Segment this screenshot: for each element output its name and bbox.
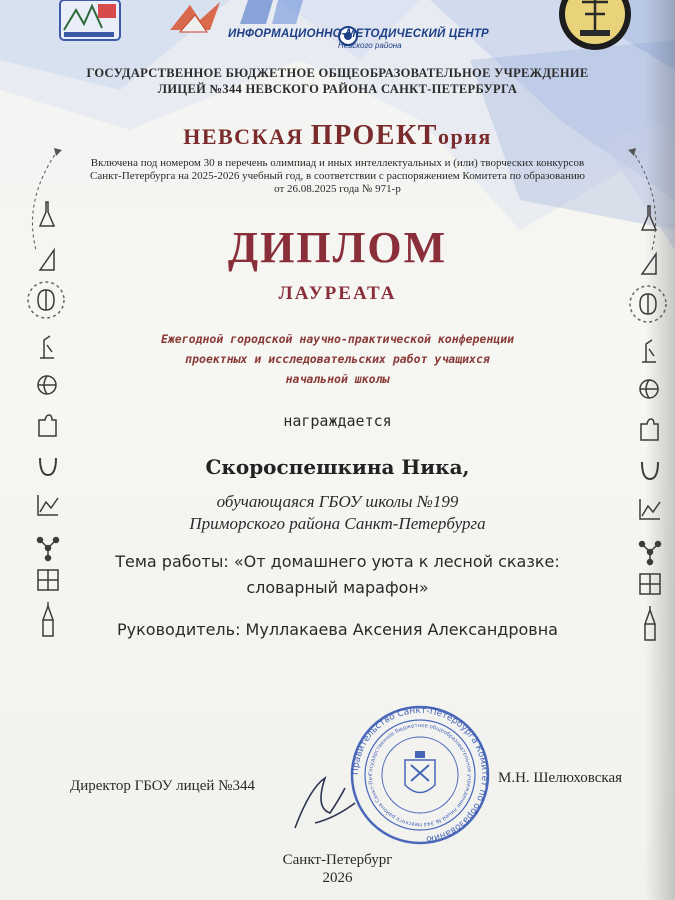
ruler-triangle-icon — [40, 250, 54, 270]
seal-inner-text: Государственное бюджетное общеобразовательное учреждение лицей № 344 Невского района Санкт-Пет — [367, 722, 473, 828]
methodic-center-subtitle: Невского района — [338, 41, 402, 50]
student-line-1: обучающаяся ГБОУ школы №199 — [216, 492, 459, 511]
supervisor-line: Руководитель: Муллакаева Аксения Александровна — [117, 620, 558, 639]
seal-outer-text: Правительство Санкт-Петербурга Комитет по образованию — [350, 705, 490, 844]
school-logo — [58, 0, 128, 48]
diploma-title: ДИПЛОМ — [227, 223, 448, 272]
coat-of-arms-icon — [405, 751, 435, 793]
molecule-icon — [38, 538, 59, 561]
round-emblem-logo — [550, 0, 640, 52]
signer-name: М.Н. Шелюховская — [498, 770, 623, 786]
puzzle-icon — [39, 415, 56, 436]
recipient-name: Скороспешкина Ника, — [205, 455, 470, 479]
flask-icon — [40, 202, 54, 226]
student-line-2: Приморского района Санкт-Петербурга — [189, 514, 486, 533]
calculator-icon — [38, 570, 58, 590]
brand-part-3: ория — [437, 124, 492, 149]
magnet-icon — [40, 458, 56, 475]
topic-line-2: словарный марафон» — [246, 578, 429, 597]
edge-shadow — [645, 0, 675, 900]
brain-icon — [28, 282, 64, 318]
brand-part-2: ПРОЕКТ — [310, 120, 438, 151]
graph-icon — [38, 495, 58, 515]
inclusion-line-2: Санкт-Петербурга на 2025-2026 учебный год, в соответствии с распоряжением Комитета по образованию — [90, 170, 585, 182]
conference-line-1: Ежегодной городской научно-практической конференции — [160, 332, 515, 346]
conference-line-2: проектных и исследовательских работ учащихся — [185, 352, 490, 366]
year-label: 2026 — [322, 870, 353, 886]
conference-line-3: начальной школы — [285, 372, 390, 386]
inclusion-line-3: от 26.08.2025 года № 971-р — [274, 183, 401, 195]
brand-part-1: НЕВСКАЯ — [183, 124, 311, 149]
inclusion-line-1: Включена под номером 30 в перечень олимпиад и иных интеллектуальных и (или) творческих конкурсов — [90, 157, 585, 169]
director-label: Директор ГБОУ лицей №344 — [70, 778, 255, 794]
city-label: Санкт-Петербург — [282, 852, 393, 868]
globe-icon — [38, 376, 56, 394]
organization-line-1: ГОСУДАРСТВЕННОЕ БЮДЖЕТНОЕ ОБЩЕОБРАЗОВАТЕЛЬНОЕ УЧРЕЖДЕНИЕ — [86, 66, 589, 80]
left-icon-column — [18, 140, 68, 660]
methodic-center-title: ИНФОРМАЦИОННО-МЕТОДИЧЕСКИЙ ЦЕНТР — [228, 28, 489, 40]
microscope-icon — [40, 336, 54, 358]
organization-line-2: ЛИЦЕЙ №344 НЕВСКОГО РАЙОНА САНКТ-ПЕТЕРБУРГА — [157, 82, 518, 96]
topic-line-1: Тема работы: «От домашнего уюта к лесной сказке: — [115, 552, 560, 571]
brand-mark — [165, 0, 225, 38]
diploma-subtitle: ЛАУРЕАТА — [278, 283, 397, 304]
official-seal — [345, 705, 495, 845]
event-brand — [0, 120, 675, 152]
awarded-label: награждается — [283, 412, 392, 430]
tower-icon — [43, 602, 53, 636]
